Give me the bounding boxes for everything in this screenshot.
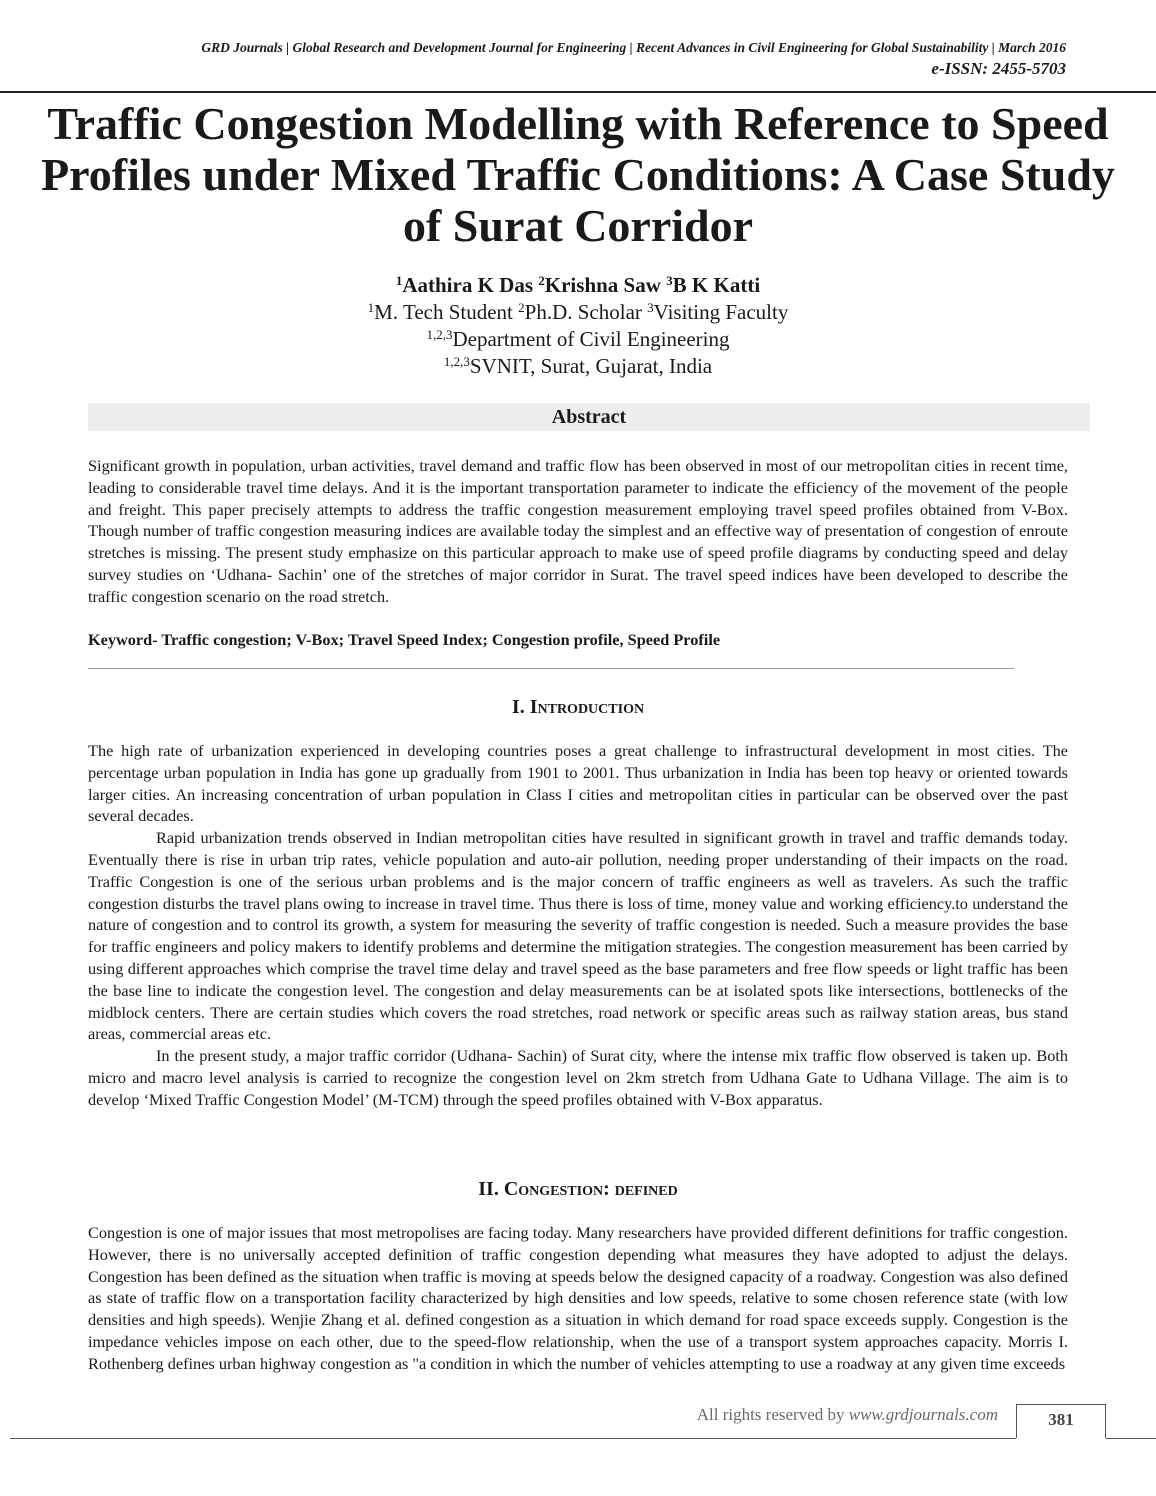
issn-label: e-ISSN: 2455-5703 [931, 59, 1066, 78]
section-heading-congestion [0, 1178, 1156, 1201]
section-number: I. [511, 696, 525, 718]
section-number: II. [478, 1178, 499, 1200]
congestion-body [88, 1222, 1068, 1375]
author-name: Krishna Saw [544, 273, 661, 297]
paper-title: Traffic Congestion Modelling with Reference to Speed Profiles under Mixed Traffic Conditions: A Case Study of Surat Corridor [41, 98, 1115, 251]
section-title: Congestion: defined [503, 1178, 678, 1200]
journal-header: GRD Journals | Global Research and Development Journal for Engineering | Recent Advances in Civil Engineering for Global Sustainability | March 2016 [201, 40, 1066, 55]
author-name: Aathira K Das [402, 273, 534, 297]
author-role: M. Tech Student [374, 300, 513, 324]
author-roles [0, 299, 1156, 326]
page-number: 381 [1016, 1404, 1106, 1438]
abstract-divider [88, 668, 1014, 669]
author-sup: 1 [395, 272, 403, 288]
author-block [0, 272, 1156, 380]
abstract-heading: Abstract [88, 403, 1090, 431]
author-department [0, 326, 1156, 353]
footer-rights [600, 1405, 998, 1425]
footer-divider-right [1106, 1438, 1156, 1439]
paragraph: Congestion is one of major issues that most metropolises are facing today. Many researchers have provided different definitions for traffic congestion. However, there is no universally accepted definition of traffic congestion depending what measures they have adopted to adjust the delays. Congestion has been defined as the situation when traffic is moving at speeds below the designed capacity of a roadway. Congestion was also defined as state of traffic flow on a transportation facility characterized by high densities and low speeds, relative to some chosen reference state (with low densities and high speeds). Wenjie Zhang et al. defined congestion as a situation in which demand for road space exceeds supply. Congestion is the impedance vehicles impose on each other, due to the speed-flow relationship, when the use of a transport system approaches capacity. Morris I. Rothenberg defines urban highway congestion as "a condition in which the number of vehicles attempting to use a roadway at any given time exceeds [88, 1223, 1068, 1373]
section-heading-introduction [0, 696, 1156, 719]
journal-url[interactable]: www.grdjournals.com [848, 1405, 998, 1424]
footer-divider [10, 1438, 1016, 1439]
author-sup: 3 [666, 272, 673, 288]
paragraph: In the present study, a major traffic corridor (Udhana- Sachin) of Surat city, where the intense mix traffic flow observed is taken up. Both micro and macro level analysis is carried to recognize the congestion level on 2km stretch from Udhana Gate to Udhana Village. The aim is to develop ‘Mixed Traffic Congestion Model’ (M-TCM) through the speed profiles obtained with V-Box apparatus. [88, 1046, 1068, 1109]
introduction-body [88, 740, 1068, 1111]
section-title: Introduction [529, 696, 645, 718]
author-role: Ph.D. Scholar [524, 300, 642, 324]
dept-sup: 1,2,3 [426, 326, 453, 342]
inst-sup: 1,2,3 [443, 353, 470, 369]
author-name: B K Katti [672, 273, 761, 297]
keywords: Keyword- Traffic congestion; V-Box; Travel Speed Index; Congestion profile, Speed Profile [88, 630, 721, 649]
institution-name: SVNIT, Surat, Gujarat, India [469, 354, 713, 378]
author-role: Visiting Faculty [653, 300, 789, 324]
author-institution [0, 353, 1156, 380]
abstract-text: Significant growth in population, urban activities, travel demand and traffic flow has been observed in most of our metropolitan cities in recent time, leading to considerable travel time delays. And it is the important transportation parameter to indicate the efficiency of the movement of the people and freight. This paper precisely attempts to address the traffic congestion measurement employing travel speed profiles obtained from V-Box. Though number of traffic congestion measuring indices are available today the simplest and an effective way of presentation of congestion of enroute stretches is missing. The present study emphasize on this particular approach to make use of speed profile diagrams by conducting speed and delay survey studies on ‘Udhana- Sachin’ one of the stretches of major corridor in Surat. The travel speed indices have been developed to describe the traffic congestion scenario on the road stretch. [88, 456, 1068, 606]
header-divider [0, 91, 1156, 93]
department-name: Department of Civil Engineering [452, 327, 730, 351]
paragraph: The high rate of urbanization experienced in developing countries poses a great challenge to infrastructural development in most cities. The percentage urban population in India has gone up gradually from 1901 to 2001. Thus urbanization in India has been top heavy or oriented towards larger cities. An increasing concentration of urban population in Class I cities and metropolitan cities in particular can be observed over the past several decades. [88, 741, 1068, 826]
rights-text: All rights reserved by [696, 1405, 849, 1424]
author-sup: 2 [538, 272, 545, 288]
paragraph: Rapid urbanization trends observed in Indian metropolitan cities have resulted in significant growth in travel and traffic demands today. Eventually there is rise in urban trip rates, vehicle population and auto-air pollution, needing proper understanding of their impacts on the road. Traffic Congestion is one of the serious urban problems and is the major concern of traffic engineers as well as travelers. As such the traffic congestion disturbs the travel plans owing to increase in travel time. Thus there is loss of time, money value and working efficiency.to understand the nature of congestion and to control its growth, a system for measuring the severity of traffic congestion is needed. Such a measure provides the base for traffic engineers and policy makers to identify problems and determine the mitigation strategies. The congestion measurement has been carried by using different approaches which comprise the travel time delay and travel speed as the base parameters and free flow speeds or light traffic has been the base line to indicate the congestion level. The congestion and delay measurements can be at isolated spots like intersections, bottlenecks of the midblock centers. There are certain studies which covers the road stretches, road network or specific areas such as railway station areas, bus stand areas, commercial areas etc. [88, 828, 1068, 1044]
role-sup: 2 [518, 299, 525, 315]
role-sup: 3 [647, 299, 654, 315]
author-names [0, 272, 1156, 299]
role-sup: 1 [367, 299, 375, 315]
